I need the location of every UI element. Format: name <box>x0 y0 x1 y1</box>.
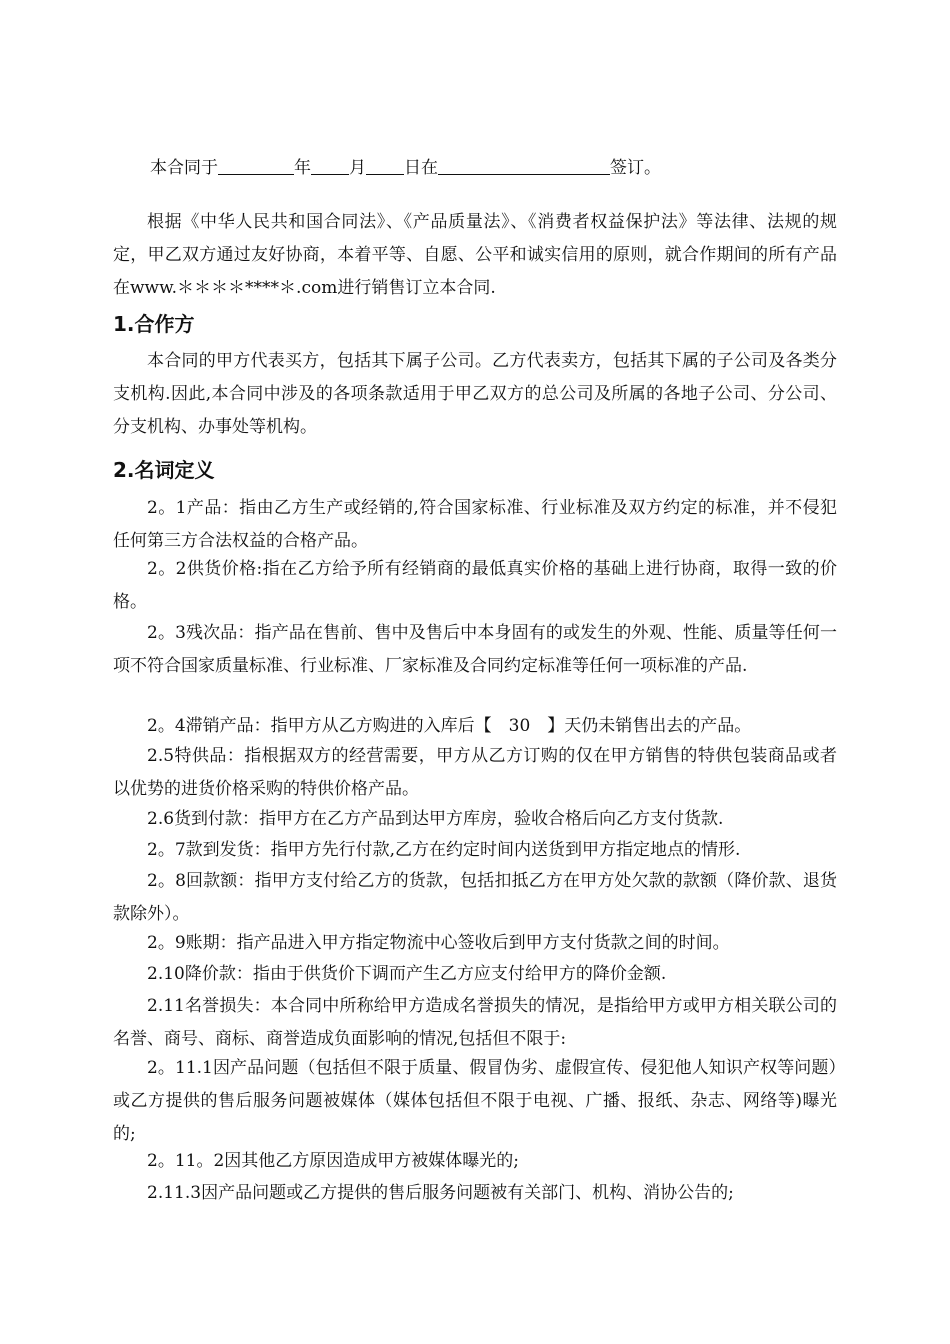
signing-month: 月 <box>349 158 366 178</box>
definition-2-11: 2.11名誉损失：本合同中所称给甲方造成名誉损失的情况，是指给甲方或甲方相关联公司的名誉、商号、商标、商誉造成负面影响的情况,包括但不限于: <box>113 996 837 1049</box>
definition-2-3: 2。3残次品：指产品在售前、售中及售后中本身固有的或发生的外观、性能、质量等任何一项不符合国家质量标准、行业标准、厂家标准及合同约定标准等任何一项标准的产品. <box>113 623 837 676</box>
section-2-heading: 2.名词定义 <box>113 458 215 482</box>
signing-year: 年 <box>294 158 311 178</box>
definition-2-1: 2。1产品：指由乙方生产或经销的,符合国家标准、行业标准及双方约定的标准，并不侵犯任何第三方合法权益的合格产品。 <box>113 498 837 551</box>
definition-2-11-3: 2.11.3因产品问题或乙方提供的售后服务问题被有关部门、机构、消协公告的; <box>147 1183 734 1203</box>
day-blank <box>366 158 404 175</box>
section-1-heading: 1.合作方 <box>113 312 195 336</box>
year-blank <box>218 158 294 175</box>
definition-2-9: 2。9账期：指产品进入甲方指定物流中心签收后到甲方支付货款之间的时间。 <box>147 933 730 953</box>
signing-suffix: 签订。 <box>610 158 661 178</box>
definition-2-5: 2.5特供品：指根据双方的经营需要，甲方从乙方订购的仅在甲方销售的特供包装商品或者以优势的进货价格采购的特供价格产品。 <box>113 746 837 799</box>
definition-2-4: 2。4滞销产品：指甲方从乙方购进的入库后【 30 】天仍未销售出去的产品。 <box>147 716 752 736</box>
signing-prefix: 本合同于 <box>150 158 218 178</box>
signing-day-at: 日在 <box>404 158 438 178</box>
signing-line <box>150 157 661 179</box>
place-blank <box>438 158 610 175</box>
definition-2-11-2: 2。11。2因其他乙方原因造成甲方被媒体曝光的; <box>147 1151 519 1171</box>
definition-2-10: 2.10降价款：指由于供货价下调而产生乙方应支付给甲方的降价金额. <box>147 964 667 984</box>
section-1-body: 本合同的甲方代表买方，包括其下属子公司。乙方代表卖方，包括其下属的子公司及各类分支机构.因此,本合同中涉及的各项条款适用于甲乙双方的总公司及所属的各地子公司、分公司、分支机构、办事处等机构。 <box>113 351 837 437</box>
definition-2-11-1: 2。11.1因产品问题（包括但不限于质量、假冒伪劣、虚假宣传、侵犯他人知识产权等问题）或乙方提供的售后服务问题被媒体（媒体包括但不限于电视、广播、报纸、杂志、网络等)曝光的; <box>113 1058 837 1144</box>
preamble: 根据《中华人民共和国合同法》、《产品质量法》、《消费者权益保护法》等法律、法规的规定，甲乙双方通过友好协商，本着平等、自愿、公平和诚实信用的原则，就合作期间的所有产品在www.＊＊＊＊****＊.com进行销售订立本合同. <box>113 212 837 298</box>
month-blank <box>311 158 349 175</box>
definition-2-2: 2。2供货价格:指在乙方给予所有经销商的最低真实价格的基础上进行协商，取得一致的价格。 <box>113 559 837 612</box>
definition-2-7: 2。7款到发货：指甲方先行付款,乙方在约定时间内送货到甲方指定地点的情形. <box>147 840 741 860</box>
definition-2-8: 2。8回款额：指甲方支付给乙方的货款，包括扣抵乙方在甲方处欠款的款额（降价款、退货款除外）。 <box>113 871 837 924</box>
definition-2-6: 2.6货到付款：指甲方在乙方产品到达甲方库房，验收合格后向乙方支付货款. <box>147 809 724 829</box>
